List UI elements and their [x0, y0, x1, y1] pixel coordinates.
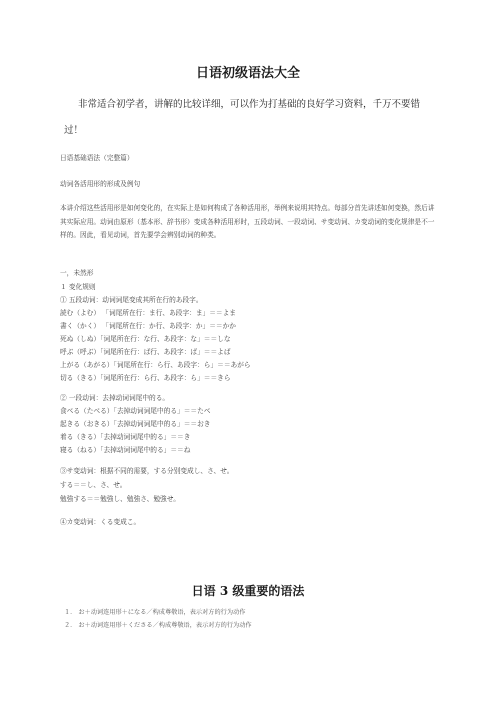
- godan-example: 呼ぶ（呼ぶ）「词尾所在行：ば行、あ段字：ば」＝＝よば: [60, 348, 231, 356]
- ichidan-example: 食べる（たべる）「去掉动词词尾中的る」＝＝たべ: [60, 407, 211, 415]
- grammar-section-title: 日语 3 级重要的语法: [191, 584, 305, 598]
- kahen-rule: ④カ变动词：くる变成こ。: [60, 518, 141, 526]
- godan-example: 切る（きる）「词尾所在行：ら行、あ段字：ら」＝＝きら: [60, 374, 231, 382]
- doc-heading: 日语基础语法（完整篇）: [60, 154, 134, 162]
- grammar-item: ２． お＋动词连用形＋くださる／构成尊敬语，表示对方的行为动作: [64, 622, 252, 629]
- sahen-example: する＝＝し、さ、せ。: [60, 481, 127, 489]
- grammar-item: １． お＋动词连用形＋になる／构成尊敬语，表示对方的行为动作: [64, 609, 246, 616]
- part-1-heading: 一，未然形: [60, 269, 94, 277]
- godan-example: 死ぬ（しぬ）「词尾所在行：な行、あ段字：な」＝＝しな: [60, 335, 231, 343]
- intro-paragraph: 本讲介绍这些活用形是如何变化的，在实际上是如何构成了各种活用形，举例来说明其特点。每部分首先讲述如何变换，然后讲其实际应用。动词由原形（基本形、辞书形）变成各种活用形时，五段动词、一段动词、サ变动词、カ变动词的变化规律是不一样的。因此，看见动词，首先要学会辨别动词的种类。: [60, 204, 435, 239]
- godan-example: 読む（よむ） 「词尾所在行：ま行、あ段字：ま」＝＝よま: [60, 309, 236, 317]
- document-title: 日语初级语法大全: [195, 66, 300, 81]
- ichidan-example: 寝る（ねる）「去掉动词词尾中的る」＝＝ね: [60, 446, 191, 454]
- godan-example: 書く（かく） 「词尾所在行：か行、あ段字：か」＝＝かか: [60, 322, 236, 330]
- ichidan-rule: ② 一段动词：去掉动词词尾中的る。: [60, 394, 170, 402]
- godan-example: 上がる（あがる）「词尾所在行：ら行、あ段字：ら」＝＝あがら: [60, 361, 251, 369]
- section-title: 动词各活用形的形成及例句: [60, 180, 141, 188]
- ichidan-example: 起きる（おきる）「去掉动词词尾中的る」＝＝おき: [60, 420, 211, 428]
- sahen-rule: ③サ变动词：根据不同的需要，する分别变成し、さ、せ。: [60, 467, 234, 475]
- rules-title: １ 变化规则: [60, 283, 96, 291]
- document-subtitle: 非常适合初学者，讲解的比较详细，可以作为打基础的良好学习资料，千万不要错过！: [64, 99, 421, 136]
- godan-rule: ① 五段动词：动词词尾变成其所在行的あ段字。: [60, 296, 203, 304]
- ichidan-example: 着る（きる）「去掉动词词尾中的る」＝＝き: [60, 433, 191, 441]
- sahen-example: 勉強する＝＝勉強し、勉強さ、勉強せ。: [60, 495, 180, 503]
